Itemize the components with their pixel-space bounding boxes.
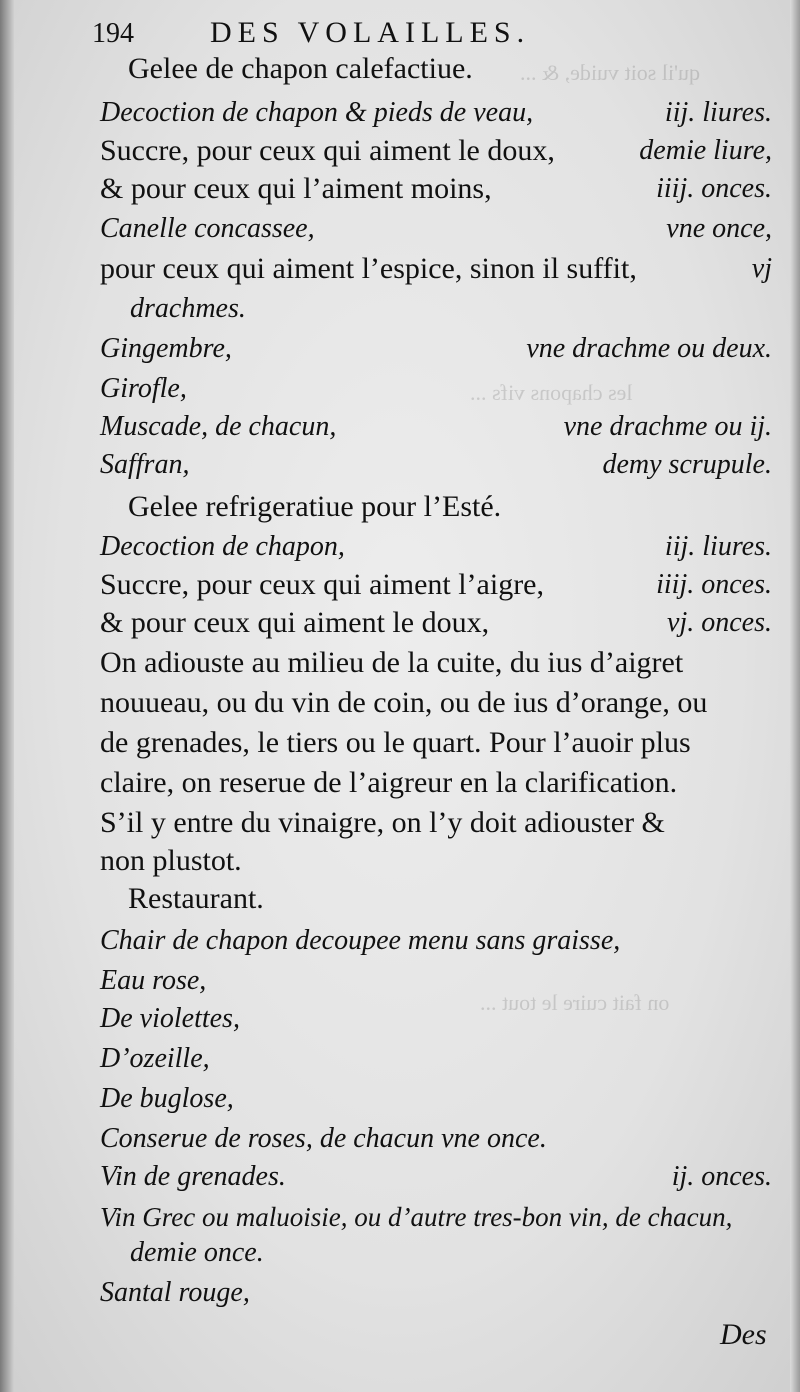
recipe-line [100, 1160, 772, 1194]
quantity: ij. onces. [671, 1161, 772, 1192]
page-header [92, 14, 672, 54]
catchword: Des [720, 1318, 767, 1351]
recipe-line [100, 332, 772, 366]
recipe-line: De violettes, [100, 1003, 240, 1034]
paragraph-line: On adiouste au milieu de la cuite, du ius d’aigret [100, 646, 684, 679]
ingredient: Succre, pour ceux qui aiment l’aigre, [100, 568, 544, 601]
show-through-text: les chapons vifs ... [470, 380, 633, 405]
recipe-line [100, 530, 772, 564]
recipe-line [100, 134, 772, 168]
running-title: DES VOLAILLES. [210, 16, 531, 49]
quantity: iij. liures. [664, 531, 772, 562]
quantity: vne drachme ou deux. [526, 333, 772, 364]
paragraph-line: S’il y entre du vinaigre, on l’y doit adiouster & [100, 806, 665, 839]
recipe-line: Conserue de roses, de chacun vne once. [100, 1123, 547, 1154]
recipe-line [100, 606, 772, 640]
ingredient: Succre, pour ceux qui aiment le doux, [100, 134, 555, 167]
recipe-line [100, 252, 772, 286]
quantity: iiij. onces. [656, 569, 772, 600]
ingredient: & pour ceux qui l’aiment moins, [100, 172, 492, 205]
recipe-line-continued: demie once. [130, 1237, 264, 1268]
recipe-line [100, 172, 772, 206]
quantity: vne drachme ou ij. [563, 411, 772, 442]
recipe-line [100, 372, 772, 406]
ingredient: Saffran, [100, 449, 190, 480]
quantity: vj. onces. [667, 607, 772, 638]
page-number: 194 [92, 18, 134, 49]
recipe-line-continued: drachmes. [130, 293, 246, 324]
recipe-line [100, 212, 772, 246]
page-gutter-shadow [0, 0, 14, 1392]
quantity: vj [751, 253, 772, 284]
recipe-line: D’ozeille, [100, 1043, 210, 1074]
recipe-line: Santal rouge, [100, 1277, 250, 1308]
quantity: iij. liures. [664, 97, 772, 128]
quantity: vne once, [666, 213, 772, 244]
show-through-text: on fait cuire le tout ... [480, 990, 670, 1015]
ingredient: & pour ceux qui aiment le doux, [100, 606, 490, 639]
recipe-line: Eau rose, [100, 965, 207, 996]
section-title: Restaurant. [128, 882, 264, 915]
recipe-line [100, 96, 772, 130]
ingredient: pour ceux qui aiment l’espice, sinon il suffit, [100, 252, 637, 285]
quantity: demie liure, [639, 135, 772, 166]
recipe-line [100, 448, 772, 482]
ingredient: Muscade, de chacun, [100, 411, 337, 442]
show-through-text: qu'il soit vuide, & ... [520, 60, 700, 85]
recipe-line: Vin Grec ou maluoisie, ou d’autre tres-bon vin, de chacun, [100, 1202, 733, 1232]
paragraph-line: claire, on reserue de l’aigreur en la clarification. [100, 766, 678, 799]
paragraph-line: nouueau, ou du vin de coin, ou de ius d’orange, ou [100, 686, 708, 719]
ingredient: Vin de grenades. [100, 1161, 286, 1192]
quantity: demy scrupule. [602, 449, 772, 480]
ingredient: Gingembre, [100, 333, 232, 364]
paragraph-line: de grenades, le tiers ou le quart. Pour l’auoir plus [100, 726, 691, 759]
page-edge-shadow [790, 0, 800, 1392]
ingredient: Decoction de chapon & pieds de veau, [100, 97, 534, 128]
quantity: iiij. onces. [656, 173, 772, 204]
ingredient: Canelle concassee, [100, 213, 315, 244]
recipe-line: Chair de chapon decoupee menu sans graisse, [100, 925, 621, 956]
recipe-line: De buglose, [100, 1083, 234, 1114]
ingredient: Decoction de chapon, [100, 531, 345, 562]
recipe-line [100, 568, 772, 602]
section-title: Gelee de chapon calefactiue. [128, 52, 473, 85]
section-title: Gelee refrigeratiue pour l’Esté. [128, 490, 502, 523]
recipe-line [100, 410, 772, 444]
ingredient: Girofle, [100, 373, 187, 404]
paragraph-line: non plustot. [100, 844, 242, 877]
